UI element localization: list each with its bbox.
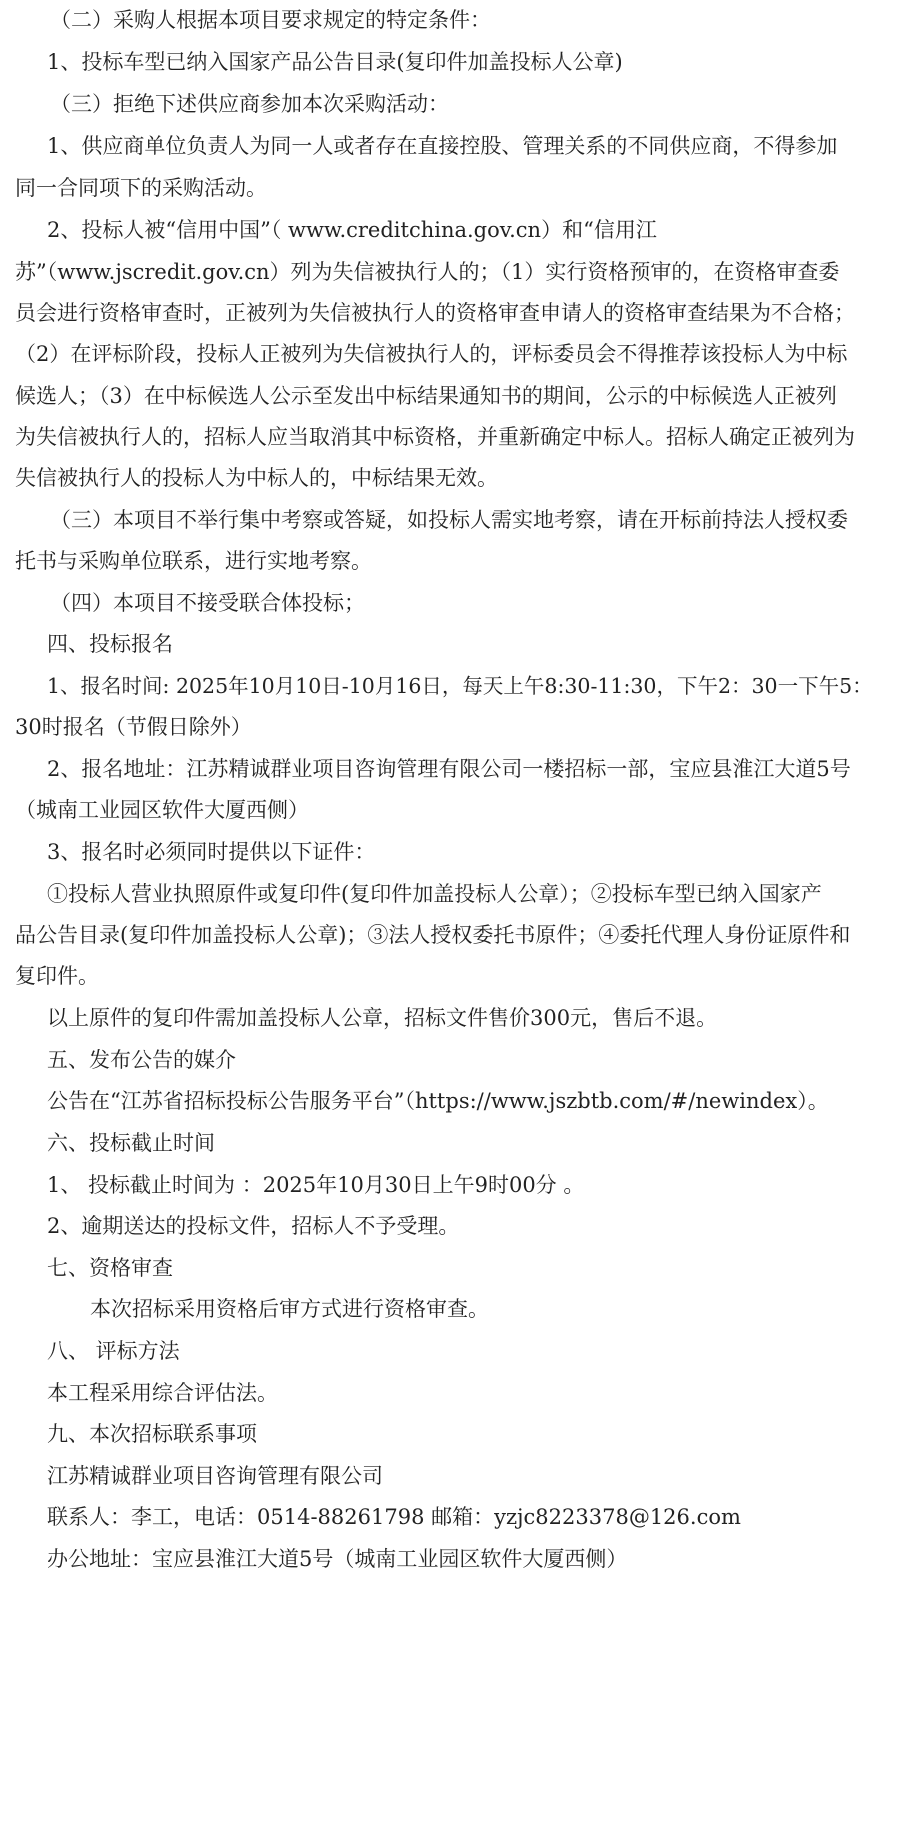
text-line: 为失信被执行人的，招标人应当取消其中标资格，并重新确定中标人。招标人确定正被列为 xyxy=(15,425,855,449)
text-line: 七、资格审查 xyxy=(47,1256,173,1280)
text-line: 以上原件的复印件需加盖投标人公章，招标文件售价300元，售后不退。 xyxy=(47,1006,718,1030)
text-line: 九、本次招标联系事项 xyxy=(47,1422,257,1446)
text-line: 1、 投标截止时间为 ：2025年10月30日上午9时00分 。 xyxy=(47,1173,585,1197)
text-line: ①投标人营业执照原件或复印件(复印件加盖投标人公章）；②投标车型已纳入国家产 xyxy=(47,882,822,906)
text-line: 本工程采用综合评估法。 xyxy=(47,1381,278,1405)
text-line: （城南工业园区软件大厦西侧） xyxy=(15,798,309,822)
text-line: 失信被执行人的投标人为中标人的，中标结果无效。 xyxy=(15,466,498,490)
text-line: 员会进行资格审查时，正被列为失信被执行人的资格审查申请人的资格审查结果为不合格； xyxy=(15,301,855,325)
text-line: 四、投标报名 xyxy=(47,632,173,656)
text-line: （三）本项目不举行集中考察或答疑，如投标人需实地考察，请在开标前持法人授权委 xyxy=(50,508,848,532)
text-line: 江苏精诚群业项目咨询管理有限公司 xyxy=(47,1464,383,1488)
text-line: 苏”（www.jscredit.gov.cn）列为失信被执行人的；（1）实行资格预审的，在资格审查委 xyxy=(15,260,840,284)
text-line: 办公地址：宝应县淮江大道5号（城南工业园区软件大厦西侧） xyxy=(47,1547,628,1571)
text-line: 2、报名地址：江苏精诚群业项目咨询管理有限公司一楼招标一部，宝应县淮江大道5号 xyxy=(47,757,851,781)
text-line: 3、报名时必须同时提供以下证件： xyxy=(47,840,376,864)
text-line: 复印件。 xyxy=(15,964,99,988)
text-line: 同一合同项下的采购活动。 xyxy=(15,176,267,200)
text-line: 本次招标采用资格后审方式进行资格审查。 xyxy=(90,1297,489,1321)
text-line: 候选人；（3）在中标候选人公示至发出中标结果通知书的期间，公示的中标候选人正被列 xyxy=(15,384,837,408)
text-line: 托书与采购单位联系，进行实地考察。 xyxy=(15,549,372,573)
text-line: 1、报名时间: 2025年10月10日-10月16日，每天上午8:30-11:30，下午2：30一下午5： xyxy=(47,674,873,698)
text-line: 五、发布公告的媒介 xyxy=(47,1048,236,1072)
text-line: 2、投标人被“信用中国”（ www.creditchina.gov.cn）和“信用江 xyxy=(47,218,657,242)
text-line: （四）本项目不接受联合体投标； xyxy=(50,591,365,615)
text-line: 联系人：李工，电话：0514-88261798 邮箱：yzjc8223378@126.com xyxy=(47,1505,741,1529)
text-line: 八、 评标方法 xyxy=(47,1339,180,1363)
text-line: 六、投标截止时间 xyxy=(47,1131,215,1155)
text-line: （三）拒绝下述供应商参加本次采购活动： xyxy=(50,92,449,116)
text-line: 1、投标车型已纳入国家产品公告目录(复印件加盖投标人公章) xyxy=(47,50,623,74)
text-line: （2）在评标阶段，投标人正被列为失信被执行人的，评标委员会不得推荐该投标人为中标 xyxy=(15,342,848,366)
text-line: 1、供应商单位负责人为同一人或者存在直接控股、管理关系的不同供应商，不得参加 xyxy=(47,134,838,158)
text-line: 30时报名（节假日除外） xyxy=(15,715,252,739)
text-line: 品公告目录(复印件加盖投标人公章)；③法人授权委托书原件；④委托代理人身份证原件和 xyxy=(15,923,851,947)
text-line: （二）采购人根据本项目要求规定的特定条件： xyxy=(50,8,491,32)
text-line: 2、逾期送达的投标文件，招标人不予受理。 xyxy=(47,1214,460,1238)
text-line: 公告在“江苏省招标投标公告服务平台”（https://www.jszbtb.com/#/newindex）。 xyxy=(47,1089,829,1113)
